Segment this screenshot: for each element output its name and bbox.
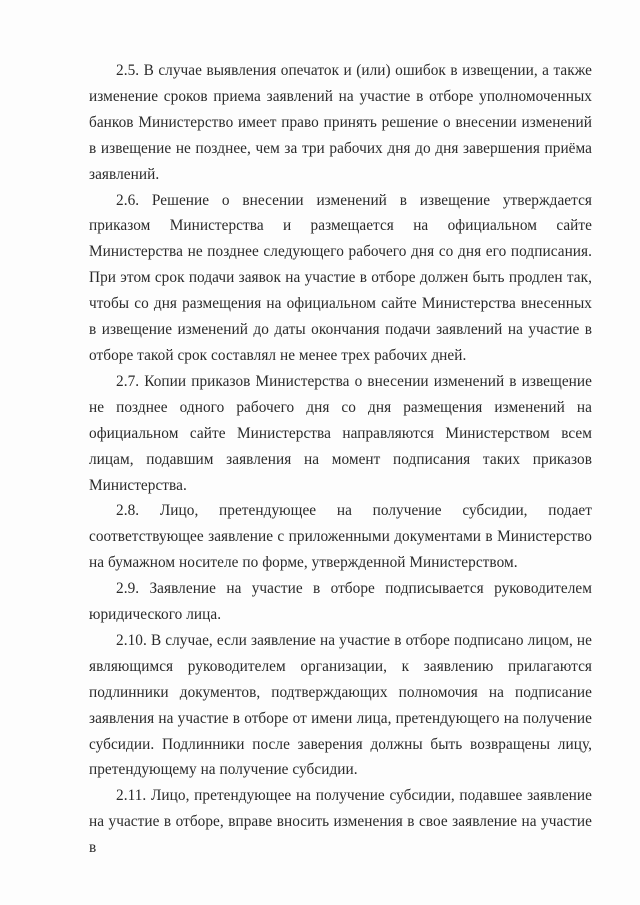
paragraph-2-11: 2.11. Лицо, претендующее на получение субсидии, подавшее заявление на участие в отборе, вправе вносить изменения в свое заявление на участие в — [89, 787, 592, 857]
paragraph-2-7: 2.7. Копии приказов Министерства о внесении изменений в извещение не позднее одного рабочего дня со дня размещения изменений на официальном сайте Министерства направляются Министерством всем лицам, подавшим заявления на момент подписания таких приказов Министерства. — [89, 372, 592, 494]
paragraph-2-9: 2.9. Заявление на участие в отборе подписывается руководителем юридического лица. — [89, 580, 592, 624]
paragraph-2-6: 2.6. Решение о внесении изменений в извещение утверждается приказом Министерства и размещается на официальном сайте Министерства не позднее следующего рабочего дня со дня его подписания. При этом срок подачи заявок на участие в отборе должен быть продлен так, чтобы со дня размещения на официальном сайте Министерства внесенных в извещение изменений до даты окончания подачи заявлений на участие в отборе такой срок составлял не менее трех рабочих дней. — [89, 191, 592, 364]
paragraph-2-8: 2.8. Лицо, претендующее на получение субсидии, подает соответствующее заявление с приложенными документами в Министерство на бумажном носителе по форме, утвержденной Министерством. — [89, 502, 592, 572]
paragraph-2-5: 2.5. В случае выявления опечаток и (или) ошибок в извещении, а также изменение сроков приема заявлений на участие в отборе уполномоченных банков Министерство имеет право принять решение о внесении изменений в извещение не позднее, чем за три рабочих дня до дня завершения приёма заявлений. — [89, 62, 592, 183]
document-body — [89, 58, 592, 861]
paragraph-2-10: 2.10. В случае, если заявление на участие в отборе подписано лицом, не являющимся руководителем организации, к заявлению прилагаются подлинники документов, подтверждающих полномочия на подписание заявления на участие в отборе от имени лица, претендующего на получение субсидии. Подлинники после заверения должны быть возвращены лицу, претендующему на получение субсидии. — [89, 631, 592, 779]
